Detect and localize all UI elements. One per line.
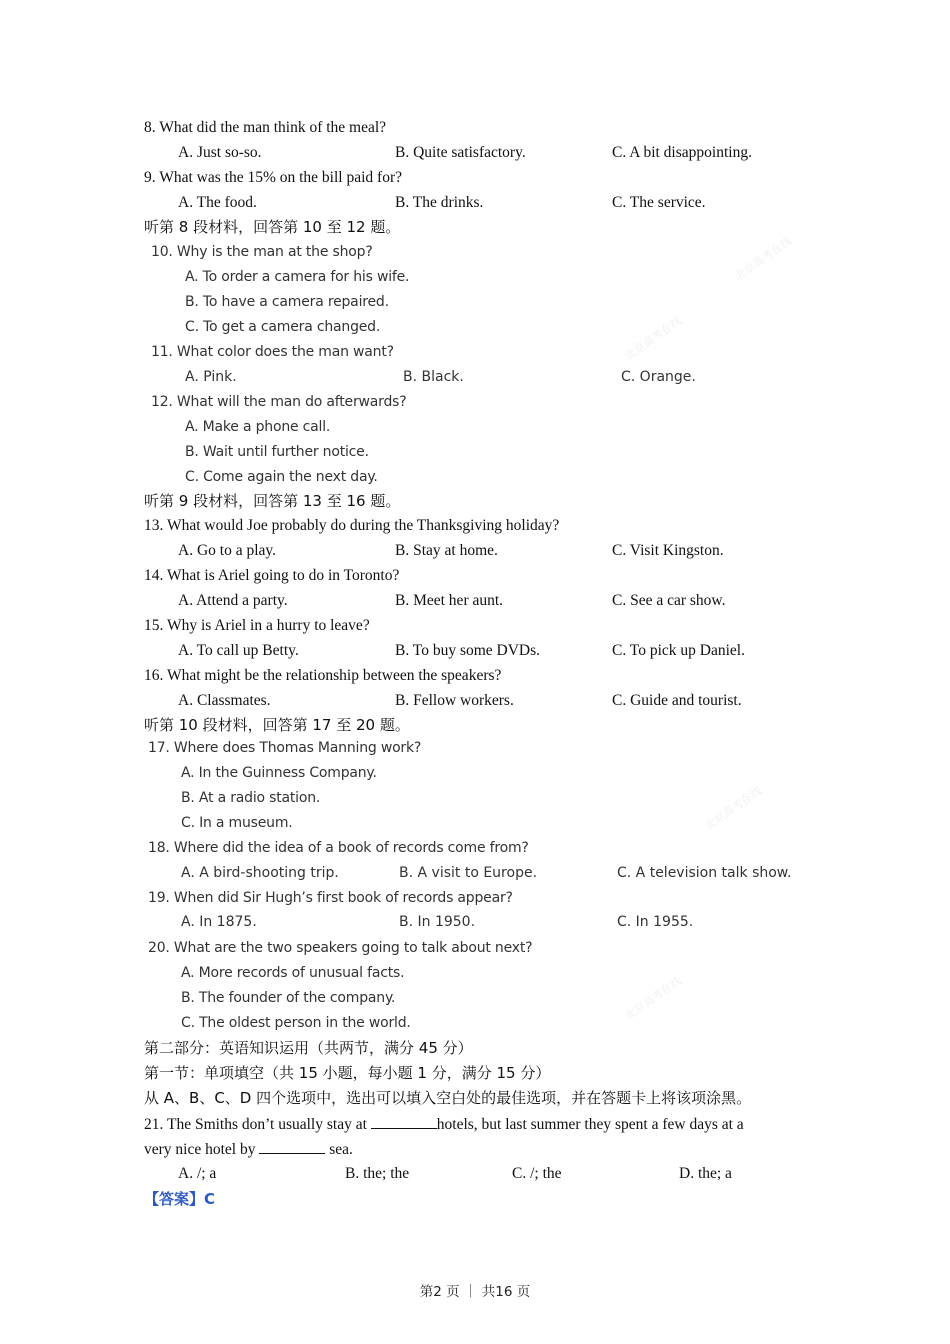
options-row <box>0 193 950 213</box>
option-b: B. In 1950. <box>399 914 476 930</box>
option-a: A. The food. <box>178 194 257 211</box>
options-row <box>0 863 950 883</box>
options-row <box>0 912 950 932</box>
question-20: 20. What are the two speakers going to talk about next? <box>148 940 533 956</box>
option-c: C. A television talk show. <box>617 865 792 881</box>
question-21-text: very nice hotel by <box>144 1141 260 1158</box>
option-c: C. Orange. <box>621 369 696 385</box>
option-c: C. A bit disappointing. <box>612 144 752 161</box>
options-row <box>0 691 950 711</box>
option-b: B. Quite satisfactory. <box>395 144 526 161</box>
watermark: 北京高考在线 <box>622 314 685 363</box>
question-10: 10. Why is the man at the shop? <box>151 244 373 260</box>
option-b: B. Meet her aunt. <box>395 592 504 609</box>
option-c: C. To get a camera changed. <box>185 319 381 335</box>
option-c: C. The service. <box>612 194 706 211</box>
question-11: 11. What color does the man want? <box>151 344 394 360</box>
option-c: C. Visit Kingston. <box>612 542 724 559</box>
option-b: B. the; the <box>345 1165 410 1182</box>
option-c: C. Come again the next day. <box>185 469 378 485</box>
option-b: B. A visit to Europe. <box>399 865 538 881</box>
option-b: B. Black. <box>403 369 464 385</box>
question-14: 14. What is Ariel going to do in Toronto? <box>144 567 400 584</box>
watermark: 北京高考在线 <box>622 974 685 1023</box>
option-a: A. More records of unusual facts. <box>181 965 405 981</box>
question-21-continued <box>144 1139 353 1160</box>
option-b: B. Wait until further notice. <box>185 444 369 460</box>
options-row <box>0 143 950 163</box>
option-b: B. To buy some DVDs. <box>395 642 541 659</box>
option-b: B. At a radio station. <box>181 790 321 806</box>
watermark: 北京高考在线 <box>732 234 795 283</box>
option-c: C. Guide and tourist. <box>612 692 742 709</box>
option-a: A. In the Guinness Company. <box>181 765 377 781</box>
answer-label: 【答案】C <box>144 1190 216 1208</box>
section-heading: 听第 9 段材料，回答第 13 至 16 题。 <box>144 492 401 510</box>
option-a: A. In 1875. <box>181 914 257 930</box>
options-row <box>0 591 950 611</box>
option-a: A. Attend a party. <box>178 592 288 609</box>
options-row <box>0 1164 950 1184</box>
option-c: C. To pick up Daniel. <box>612 642 745 659</box>
option-b: B. The drinks. <box>395 194 484 211</box>
question-12: 12. What will the man do afterwards? <box>151 394 407 410</box>
question-17: 17. Where does Thomas Manning work? <box>148 740 422 756</box>
option-b: B. The founder of the company. <box>181 990 396 1006</box>
section-heading: 听第 8 段材料，回答第 10 至 12 题。 <box>144 218 401 236</box>
part-heading: 第二部分：英语知识运用（共两节，满分 45 分） <box>144 1039 473 1057</box>
option-a: A. Classmates. <box>178 692 271 709</box>
options-row <box>0 641 950 661</box>
option-a: A. To order a camera for his wife. <box>185 269 410 285</box>
watermark: 北京高考在线 <box>702 784 765 833</box>
question-18: 18. Where did the idea of a book of records come from? <box>148 840 529 856</box>
question-13: 13. What would Joe probably do during the Thanksgiving holiday? <box>144 517 560 534</box>
option-c: C. /; the <box>512 1165 562 1182</box>
options-row <box>0 367 950 387</box>
option-a: A. To call up Betty. <box>178 642 299 659</box>
option-c: C. See a car show. <box>612 592 726 609</box>
question-21 <box>144 1114 744 1135</box>
answer-blank <box>259 1139 325 1154</box>
option-b: B. To have a camera repaired. <box>185 294 389 310</box>
option-c: C. The oldest person in the world. <box>181 1015 411 1031</box>
answer-blank <box>371 1114 437 1129</box>
option-a: A. A bird-shooting trip. <box>181 865 339 881</box>
option-b: B. Fellow workers. <box>395 692 514 709</box>
option-a: A. Go to a play. <box>178 542 277 559</box>
question-21-text: hotels, but last summer they spent a few days at a <box>436 1116 744 1133</box>
subsection-heading: 第一节：单项填空（共 15 小题，每小题 1 分，满分 15 分） <box>144 1064 551 1082</box>
question-8: 8. What did the man think of the meal? <box>144 119 387 136</box>
question-21-text: 21. The Smiths don’t usually stay at <box>144 1116 371 1133</box>
question-19: 19. When did Sir Hugh’s first book of records appear? <box>148 890 513 906</box>
option-a: A. Make a phone call. <box>185 419 331 435</box>
question-16: 16. What might be the relationship between the speakers? <box>144 667 502 684</box>
question-15: 15. Why is Ariel in a hurry to leave? <box>144 617 370 634</box>
section-heading: 听第 10 段材料，回答第 17 至 20 题。 <box>144 716 410 734</box>
option-a: A. Pink. <box>185 369 237 385</box>
option-c: C. In a museum. <box>181 815 293 831</box>
options-row <box>0 541 950 561</box>
option-a: A. Just so-so. <box>178 144 262 161</box>
question-21-text: sea. <box>325 1141 353 1158</box>
page-footer: 第2 页 ｜ 共16 页 <box>419 1284 531 1300</box>
question-9: 9. What was the 15% on the bill paid for? <box>144 169 402 186</box>
option-a: A. /; a <box>178 1165 217 1182</box>
option-d: D. the; a <box>679 1165 732 1182</box>
option-c: C. In 1955. <box>617 914 694 930</box>
option-b: B. Stay at home. <box>395 542 498 559</box>
instruction-text: 从 A、B、C、D 四个选项中，选出可以填入空白处的最佳选项，并在答题卡上将该项涂黑。 <box>144 1089 752 1107</box>
